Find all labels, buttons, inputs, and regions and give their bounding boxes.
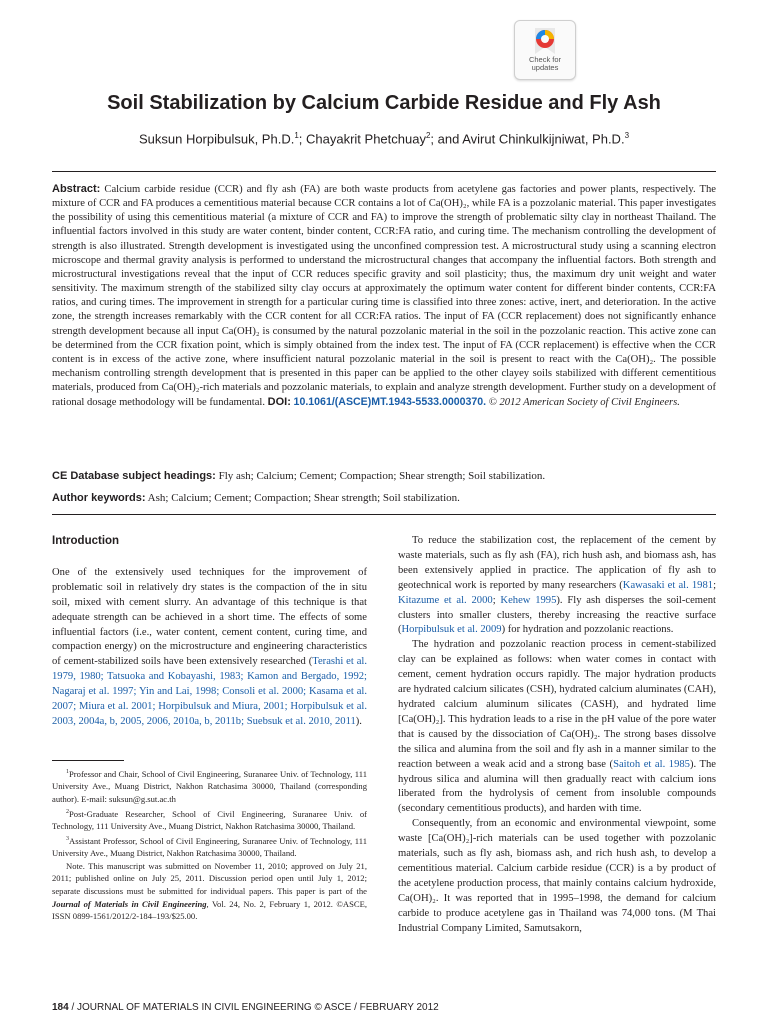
ce-subject-headings xyxy=(52,470,716,482)
author-affil-sup: 3 xyxy=(624,131,630,140)
bookmark-ribbon-icon xyxy=(532,26,558,56)
paragraph: Consequently, from an economic and environmental viewpoint, some waste [Ca(OH)₂]-rich materials can be used together with pozzolanic materials, such as fly ash, biomass ash, and rich hush ash, to develop a cementitious material. Calcium carbide residue (CCR) is a by product of the acetylene production process, that mainly contains calcium hydroxide, Ca(OH)₂. It was reported that in 1995–1998, the demand for calcium carbide to produce acetylene gas in Thailand was 74,000 tons. (M Thai Industrial Company Limited, Samutsakorn, xyxy=(398,818,716,934)
badge-line-1: Check for xyxy=(528,55,562,64)
left-column xyxy=(52,534,367,730)
abstract-text: Calcium carbide residue (CCR) and fly ash (FA) are both waste products from acetylene gas factories and power plants, respectively. The mixture of CCR and FA produces a cementitious material because CCR contains a lot of Ca(OH)₂, while FA is a pozzolanic material. This paper investigates the possibility of using this cementitious material (a mixture of CCR and FA) to improve the strength of problematic silty clay in northeast Thailand. The influential factors involved in this study are water content, binder content, CCR:FA ratio, and curing time. The mechanism controlling the development of strength is also illustrated. Strength development is investigated using the unconfined compression test. A microstructural study using a scanning electron microscope and thermal gravity analysis is performed to understand the microstructural changes that accompany the influential factors. Both strength and microstructural investigations reveal that the input of CCR reduces specific gravity and soil plasticity; thus, the maximum dry unit weight and water sensitivity. The maximum strength of the stabilized silty clay occurs at approximately the optimum water content for different binder contents, CCR:FA ratios, and curing times. The improvement in strength for a particular curing time is classified into three zones: active, inert, and deterioration. In the active zone, the strength increases remarkably with the CCR content for all CCR:FA ratios. The input of FA (CCR replacement) does not significantly enhance strength development because all input Ca(OH)₂ is consumed by the natural pozzolanic material in the soil in the pozzolanic reaction. This active zone can be determined from the CCR fixation point, which is simply obtained from the index test. The input of FA (CCR replacement) is effective when the CCR content is in excess of the active zone, where insufficient natural pozzolanic material in the soil is present to react with the Ca(OH)₂. The possible mechanism controlling strength development that is presented in this paper can be applied to the other clayey soils stabilized with different cementitious materials, produced from Ca(OH)₂-rich materials and pozzolanic materials, to explain and analyze strength development. Further study on a development of rational dosage methodology will be fundamental. xyxy=(52,184,716,409)
author-affil-sup: 2 xyxy=(425,131,431,140)
footnote-sup: 3 xyxy=(66,835,69,842)
intro-paragraph xyxy=(52,566,367,730)
footnote-rule xyxy=(52,760,124,761)
author-affil-sup: 1 xyxy=(294,131,299,140)
page-number: 184 xyxy=(52,1002,69,1013)
author-name: Avirut Chinkulkijniwat, Ph.D. xyxy=(462,131,625,147)
paragraph-text: To reduce the stabilization cost, the replacement of the cement by waste materials, such as fly ash (FA), rich hush ash, and biomass ash, has been extensively applied in practice. The application of fly ash to geotechnical work is reported by many researchers ( xyxy=(398,535,716,591)
footnote-2 xyxy=(52,806,367,833)
manuscript-note xyxy=(52,860,367,923)
note-text: Note. This manuscript was submitted on November 11, 2010; approved on July 21, 2011; published online on July 25, 2011. Discussion period open until July 1, 2012; separate discussions must be submitted for individual papers. This paper is part of the xyxy=(52,860,367,896)
check-for-updates-badge[interactable] xyxy=(514,20,576,80)
paragraph-text: The hydration and pozzolanic reaction process in cement-stabilized clay can be explained as follows: when water comes in contact with cement, cement hydration occurs rapidly. The major hydration products are hydrated calcium silicates (CSH), hydrated calcium aluminates (CAH), hydrated calcium aluminum silicates (CASH), and hydrated lime [Ca(OH)₂]. This hydration leads to a rise in the pH value of the pore water that is caused by the dissociation of Ca(OH)₂. The strong bases dissolve the silica and alumina from the soil and fly ash in a manner similar to the reaction between a weak acid and a strong base ( xyxy=(398,639,716,770)
abstract-top-rule xyxy=(52,171,716,172)
author-name: Suksun Horpibulsuk, Ph.D. xyxy=(138,131,295,147)
intro-text-end: ). xyxy=(355,715,362,727)
intro-text: One of the extensively used techniques for the improvement of problematic soil in relatively dry states is the compaction of the in situ soil, mixed with cement slurry. An advantage of this technique is that adequate strength can be achieved in a short time. The effects of some influential factors (i.e., water content, cement content, curing time, and compaction energy) on the microstructure and engineering characteristics of cement-stabilized soils have been extensively researched ( xyxy=(52,566,367,668)
author-list xyxy=(0,131,768,146)
footnote-text: Post-Graduate Researcher, School of Civil Engineering, Suranaree Univ. of Technology, 111 University Ave., Muang District, Nakhon Ratchasima 30000, Thailand. xyxy=(52,808,367,832)
paragraph xyxy=(398,638,716,817)
abstract-bottom-rule xyxy=(52,514,716,515)
author-separator: ; and xyxy=(430,131,463,147)
section-heading-introduction: Introduction xyxy=(52,535,120,547)
abstract-label: Abstract: xyxy=(52,183,101,195)
author-name: Chayakrit Phetchuay xyxy=(306,131,426,147)
copyright-notice: © 2012 American Society of Civil Engineers. xyxy=(488,397,680,409)
citation-link[interactable]: Kehew 1995 xyxy=(500,594,557,606)
footnote-text: Assistant Professor, School of Civil Engineering, Suranaree Univ. of Technology, 111 University Ave., Muang District, Nakhon Ratchasima 30000, Thailand. xyxy=(52,835,367,859)
citation-link[interactable]: Saitoh et al. 1985 xyxy=(613,758,690,770)
footnotes xyxy=(52,766,367,923)
paragraph-text: ) for hydration and pozzolanic reactions. xyxy=(501,624,674,636)
abstract xyxy=(52,182,716,411)
ce-headings-text: Fly ash; Calcium; Cement; Compaction; Shear strength; Soil stabilization. xyxy=(218,470,546,482)
author-keywords-label: Author keywords: xyxy=(52,492,146,504)
citation-link[interactable]: Terashi et al. 1979, 1980; Tatsuoka and Kobayashi, 1983; Kamon and Bergado, 1992; Nagaraj et al. 1997; Yin and Lai, 1998; Consoli et al. 2000; Kasama et al. 2007; Miura et al. 2001; Horpibulsuk and Miura, 2001; Horpibulsuk et al. 2003, 2004a, b, 2005, 2006, 2010a, b, 2011b; Suebsuk et al. 2010, 2011 xyxy=(52,656,367,727)
paragraph xyxy=(398,534,716,638)
citation-link[interactable]: Kitazume et al. 2000 xyxy=(398,594,493,606)
author-keywords-text: Ash; Calcium; Cement; Compaction; Shear strength; Soil stabilization. xyxy=(147,492,460,504)
footnote-sup: 2 xyxy=(66,808,69,815)
doi-link[interactable]: 10.1061/(ASCE)MT.1943-5533.0000370. xyxy=(293,396,487,409)
citation-link[interactable]: Kawasaki et al. 1981 xyxy=(622,579,714,591)
paragraph-text: ). The hydrous silica and alumina will then gradually react with calcium ions liberated from the hydrolysis of cement from insoluble compounds (secondary cementitious products), and harden with time. xyxy=(398,758,716,815)
journal-name: Journal of Materials in Civil Engineering xyxy=(52,898,207,909)
page-footer xyxy=(52,1002,439,1013)
footnote-sup: 1 xyxy=(66,769,69,775)
paper-title: Soil Stabilization by Calcium Carbide Residue and Fly Ash xyxy=(107,92,661,114)
author-separator: ; xyxy=(298,131,307,147)
doi-label: DOI: xyxy=(267,396,291,409)
footnote-text: Professor and Chair, School of Civil Engineering, Suranaree Univ. of Technology, 111 University Ave., Muang District, Nakhon Ratchasima 30000, Thailand (corresponding author). E-mail: suksun@g.sut.ac.th xyxy=(52,768,367,805)
citation-separator: ; xyxy=(713,579,717,591)
paragraph-text: ). Fly ash disperses the soil-cement clusters into smaller clusters, thereby increasing the reactive surface ( xyxy=(398,594,716,636)
author-keywords xyxy=(52,492,716,504)
footnote-3 xyxy=(52,833,367,860)
badge-line-2: updates xyxy=(531,63,559,72)
citation-link[interactable]: Horpibulsuk et al. 2009 xyxy=(401,624,502,636)
note-text-end: , Vol. 24, No. 2, February 1, 2012. ©ASCE, ISSN 0899-1561/2012/2-184–193/$25.00. xyxy=(52,898,367,922)
footnote-1 xyxy=(52,766,367,806)
citation-separator: ; xyxy=(492,594,501,606)
ce-headings-label: CE Database subject headings: xyxy=(52,470,216,482)
running-footer: / JOURNAL OF MATERIALS IN CIVIL ENGINEERING © ASCE / FEBRUARY 2012 xyxy=(68,1002,439,1013)
right-column xyxy=(398,534,716,936)
